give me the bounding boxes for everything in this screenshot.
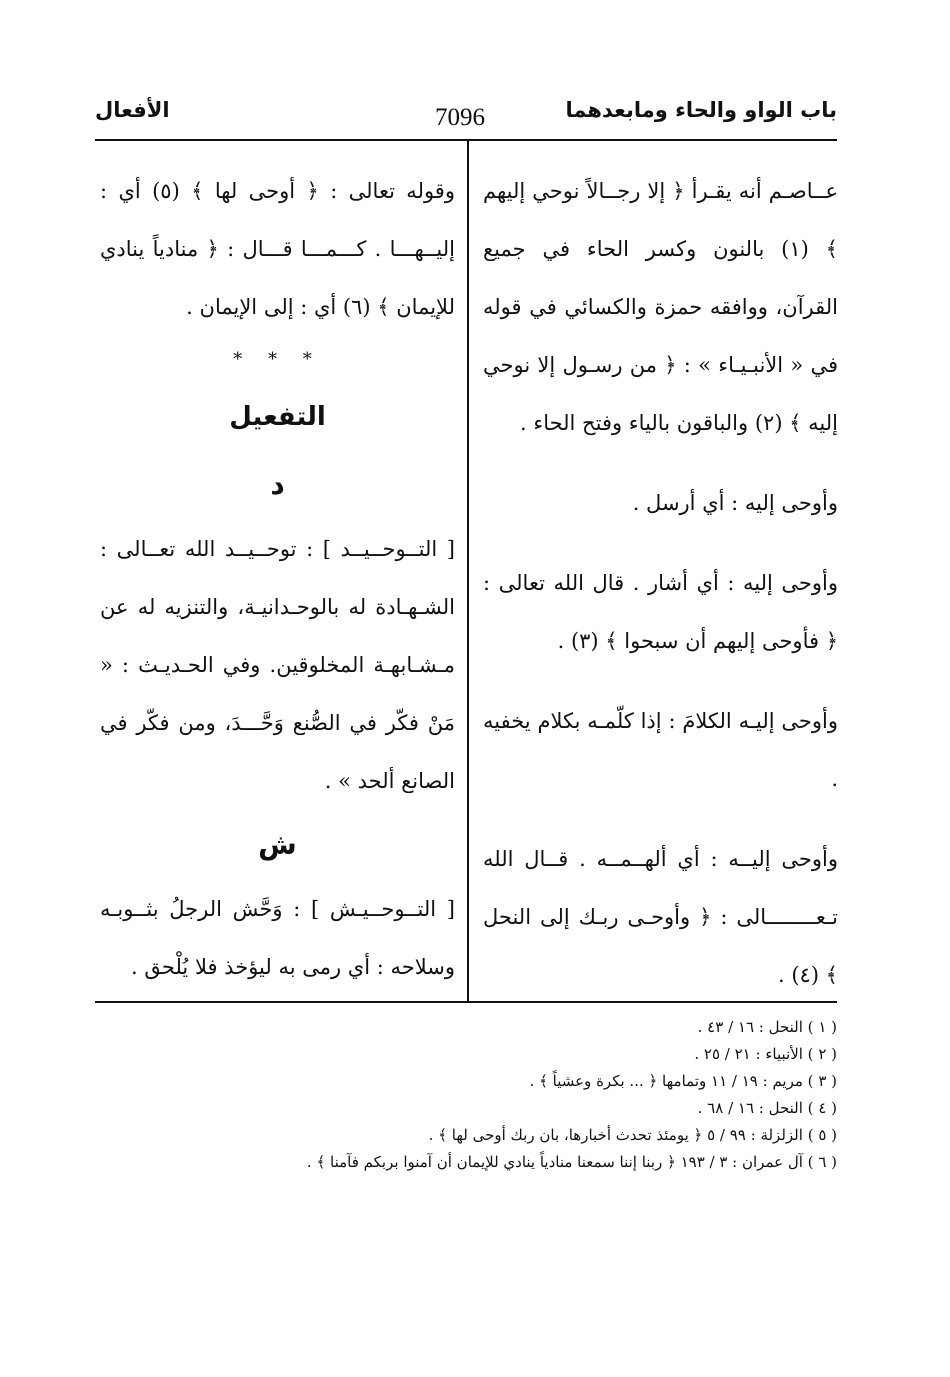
page-number: 7096 (435, 104, 485, 131)
footnote: ( ١ ) النحل : ١٦ / ٤٣ . (697, 1018, 837, 1036)
chapter-title: باب الواو والحاء ومابعدهما (565, 98, 837, 122)
page-header (95, 98, 837, 138)
paragraph: وأوحى إليه : أي أرسل . (632, 491, 838, 515)
footnote: ( ٥ ) الزلزلة : ٩٩ / ٥ ﴿ يومئذ تحدث أخبارها، بان ربك أوحى لها ﴾ . (428, 1126, 837, 1144)
footnote: ( ٣ ) مريم : ١٩ / ١١ وتمامها ﴿ ... بكرة وعشياً ﴾ . (529, 1072, 837, 1090)
footnotes (97, 1014, 837, 1176)
paragraph: وأوحى إليــه : أي ألهــمــه . قــال الله تـعــــــــالى : ﴿ وأوحـى ربـك إلى النحل ﴾ (٤) . (483, 847, 838, 987)
footnote: ( ٦ ) آل عمران : ٣ / ١٩٣ ﴿ ربنا إننا سمعنا منادياً ينادي للإيمان أن آمنوا بربكم فآمنا ﴾ . (306, 1153, 837, 1171)
paragraph: وأوحى إليه : أي أشار . قال الله تعالى : ﴿ فأوحى إليهم أن سبحوا ﴾ (٣) . (483, 571, 838, 653)
root-letter-heading: د (270, 468, 285, 501)
section-title: التفعيل (229, 402, 326, 432)
root-letter-heading: ش (258, 828, 297, 861)
section-heading: الأفعال (95, 98, 170, 122)
left-column (100, 162, 455, 996)
separator-stars: * * * (233, 349, 322, 370)
footnote: ( ٤ ) النحل : ١٦ / ٦٨ . (697, 1099, 837, 1117)
dictionary-entry: [ التــوحــيـش ] : وَحَّش الرجلُ بثــوبـه وسلاحه : أي رمى به ليؤخذ فلا يُلْحق . (100, 897, 455, 979)
footnote-rule (95, 1001, 837, 1003)
right-column (483, 162, 838, 1004)
column-divider (467, 139, 469, 1001)
paragraph: وقوله تعالى : ﴿ أوحى لها ﴾ (٥) أي : إليــهـــا . كـــمـــا قـــال : ﴿ منادياً ينادي للإيمان ﴾ (٦) أي : إلى الإيمان . (100, 179, 455, 319)
paragraph: وأوحى إليـه الكلامَ : إذا كلّمـه بكلام يخفيه . (483, 709, 838, 791)
header-rule (95, 139, 837, 141)
dictionary-entry: [ التــوحــيــد ] : توحــيــد الله تعــالى : الشـهـادة له بالوحـدانيـة، والتنزيه له عن مـشـابهـة المخلوقين. وفي الحـديـث : « مَنْ فكّر في الصُّنع وَحَّـــدَ، ومن فكّر في الصانع ألحد » . (100, 537, 455, 793)
paragraph: عــاصـم أنه يقـرأ ﴿ إلا رجــالاً نوحي إليهم ﴾ (١) بالنون وكسر الحاء في جميع القرآن، ووافقه حمزة والكسائي في قوله في « الأنبـيـاء » : ﴿ من رسـول إلا نوحي إليه ﴾ (٢) والباقون بالياء وفتح الحاء . (483, 179, 838, 435)
footnote: ( ٢ ) الأنبياء : ٢١ / ٢٥ . (694, 1045, 837, 1063)
